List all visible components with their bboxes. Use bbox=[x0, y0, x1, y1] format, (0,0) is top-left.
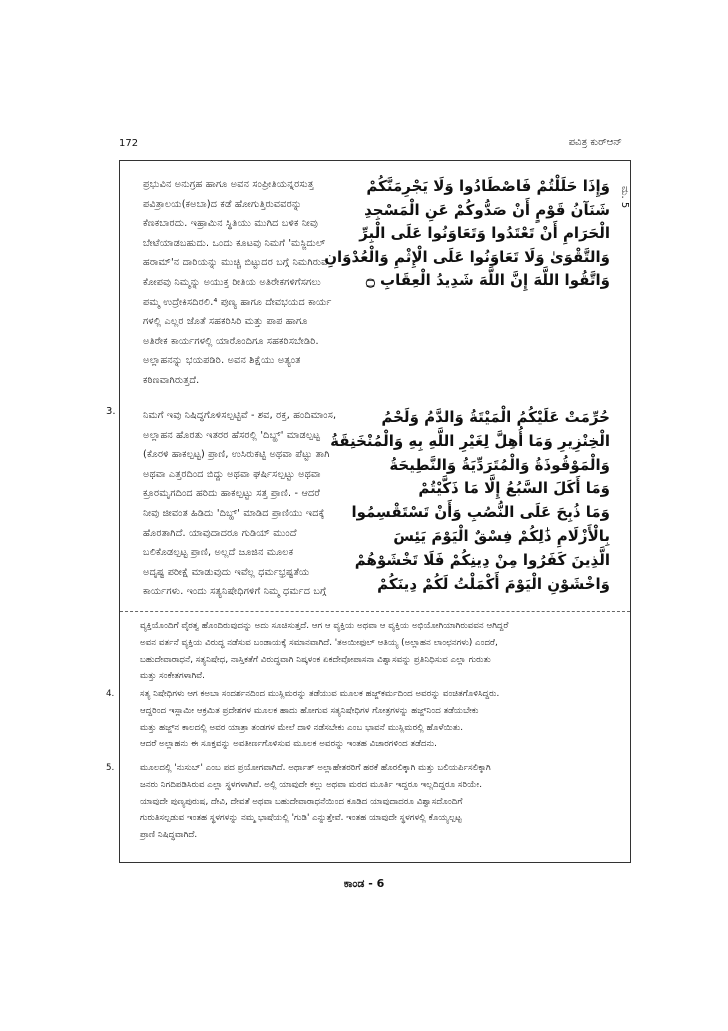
arabic-line: حُرِّمَتْ عَلَيْكُمُ الْمَيْتَةُ وَالدَّمُ وَلَحْمُ bbox=[381, 408, 610, 426]
arabic-line: الَّذِينَ كَفَرُوا مِنْ دِينِكُمْ فَلَا تَخْشَوْهُمْ bbox=[354, 550, 610, 569]
arabic-line: شَنَآنُ قَوْمٍ أَنْ صَدُّوكُمْ عَنِ الْمَسْجِدِ bbox=[364, 200, 610, 219]
footnote-text bbox=[140, 760, 630, 844]
text-line: ಹೊರತಾಗಿದೆ. ಯಾವುದಾದರೂ ಗುಡಿಯ್ ಮುಂದೆ bbox=[143, 527, 297, 539]
text-line: ಕೋಪವು ನಿಮ್ಮನ್ನು ಅಯುಕ್ತ ರೀತಿಯ ಅತಿರೇಕಗಳಿಗೆಸಗಲು bbox=[143, 276, 321, 288]
arabic-line: الْحَرَامِ أَنْ تَعْتَدُوا وَتَعَاوَنُوا عَلَى الْبِرِّ bbox=[359, 224, 610, 242]
text-line: ಪವಿತ್ರಾಲಯ(ಕಅಬಾ)ದ ಕಡೆ ಹೋಗುತ್ತಿರುವವರನ್ನು bbox=[143, 198, 302, 210]
arabic-line: وَالْمَوْقُوذَةُ وَالْمُتَرَدِّيَةُ وَالنَّطِيحَةُ bbox=[389, 455, 610, 474]
text-line: ಅಲ್ಲಾಹನ ಹೊರತು ಇತರರ ಹೆಸರಲ್ಲಿ 'ದಿಬ್ಹ್' ಮಾಡಲ್ಪಟ್ಟ bbox=[143, 429, 321, 441]
text-frame bbox=[106, 160, 631, 863]
margin-note: ಮ. 5 bbox=[619, 186, 630, 209]
footnote-line: ಮತ್ತು ಸಂಕೇತಗಳಾಗಿವೆ. bbox=[140, 671, 205, 682]
text-line: ಕೆಣಕಬಾರದು. ಇಹ್ರಾಮಿನ ಸ್ಥಿತಿಯು ಮುಗಿದ ಬಳಿಕ ನೀವು bbox=[143, 218, 319, 230]
footnote-line: ಮತ್ತು ಹಜ್ಜ್‌ನ ಕಾಲದಲ್ಲಿ ಅವರ ಯಾತ್ರಾ ತಂಡಗಳ ಮೇಲೆ ದಾಳಿ ನಡೆಸಬೇಕು ಎಂಬ ಭಾವನೆ ಮುಸ್ಲಿಮರಲ್ಲಿ ಹೊಳೆಯಿತು. bbox=[140, 722, 463, 733]
text-line: ಅಥವಾ ಎತ್ತರದಿಂದ ಬಿದ್ದು ಅಥವಾ ಘರ್ಷಿಸಲ್ಪಟ್ಟು ಅಥವಾ bbox=[143, 468, 321, 480]
text-line: ಅಲ್ಲಾಹನನ್ನು ಭಯಪಡಿರಿ. ಅವನ ಶಿಕ್ಷೆಯು ಅತ್ಯಂತ bbox=[143, 355, 301, 367]
footnote-line: ಯಾವುದೇ ಪುಣ್ಯಪುರುಷ, ದೇವಿ, ದೇವತೆ ಅಥವಾ ಬಹುದೇವಾರಾಧನೆಯಿಂದ ಕೂಡಿದ ಯಾವುದಾದರೂ ವಿಶ್ವಾಸದೊಂದಿಗೆ bbox=[140, 796, 463, 807]
arabic-line: وَمَا ذُبِحَ عَلَى النُّصُبِ وَأَنْ تَسْتَقْسِمُوا bbox=[351, 503, 610, 522]
footnote-line: ಜನರು ನಿಗದಿಪಡಿಸಿರುವ ಎಲ್ಲಾ ಸ್ಥಳಗಳಾಗಿವೆ. ಅಲ್ಲಿ ಯಾವುದೇ ಕಲ್ಲು ಅಥವಾ ಮರದ ಮೂರ್ತಿ ಇದ್ದರೂ ಇಲ್ಲದಿದ್ದರೂ ಸರಿಯೇ. bbox=[140, 779, 483, 790]
verse-arabic bbox=[330, 406, 610, 596]
arabic-line: وَإِذَا حَلَلْتُمْ فَاصْطَادُوا وَلَا يَجْرِمَنَّكُمْ bbox=[366, 177, 610, 195]
text-line: ಬಲಿಕೊಡಲ್ಪಟ್ಟ ಪ್ರಾಣಿ, ಅಲ್ಲದೆ ಜೂಜಿನ ಮೂಲಕ bbox=[143, 547, 294, 559]
text-line: ಅತಿರೇಕ ಕಾರ್ಯಗಳಲ್ಲಿ ಯಾರೊಂದಿಗೂ ಸಹಕರಿಸಬೇಡಿರಿ. bbox=[143, 335, 319, 347]
text-line: (ಕೊರಳಿ ಹಾಕಲ್ಪಟ್ಟ) ಪ್ರಾಣಿ, ಉಸಿರುಕಟ್ಟಿ ಅಥವಾ ಪೆಟ್ಟು ತಾಗಿ bbox=[143, 449, 330, 461]
arabic-line: وَمَا أَكَلَ السَّبُعُ إِلَّا مَا ذَكَّيْتُمْ bbox=[418, 479, 610, 498]
arabic-line: بِالْأَزْلَامِ ذَٰلِكُمْ فِسْقٌ الْيَوْمَ يَئِسَ bbox=[393, 526, 610, 545]
text-line: ಕಾರ್ಯಗಳು. ಇಂದು ಸತ್ಯನಿಷೇಧಿಗಳಿಗೆ ನಿಮ್ಮ ಧರ್ಮದ ಬಗ್ಗೆ bbox=[143, 586, 327, 598]
text-line: ಬೇಟೆಯಾಡಬಹುದು. ಒಂದು ಕೂಟವು ನಿಮಗೆ 'ಮಸ್ಜಿದುಲ್ bbox=[143, 237, 326, 249]
footnote-text bbox=[140, 618, 630, 685]
text-line: ಹರಾಮ್'ನ ದಾರಿಯನ್ನು ಮುಚ್ಚಿ ಬಿಟ್ಟುದರ ಬಗ್ಗೆ ನಿಮಗಿರುವ bbox=[143, 257, 328, 269]
footnote-line: ಅವನ ವರ್ತನೆ ವ್ಯಕ್ತಿಯ ವಿರುದ್ಧ ನಡೆಸುವ ಬಂಡಾಯಕ್ಕೆ ಸಮಾನವಾಗಿದೆ. 'ತಅಯೀಫುಲ್ ಆತಿಯ್ಯ (ಅಲ್ಲಾಹನ ಲಾಂಛನಗಳು) ಎಂದರೆ, bbox=[140, 637, 498, 648]
text-line: ಗಳಲ್ಲಿ ಎಲ್ಲರ ಜೊತೆ ಸಹಕರಿಸಿರಿ ಮತ್ತು ಪಾಪ ಹಾಗೂ bbox=[143, 316, 308, 328]
page-number: 172 bbox=[119, 138, 139, 149]
footnote-line: ಪ್ರಾಣಿ ನಿಷಿದ್ಧವಾಗಿದೆ. bbox=[140, 830, 198, 841]
arabic-line: الْخِنْزِيرِ وَمَا أُهِلَّ لِغَيْرِ اللَّهِ بِهِ وَالْمُنْخَنِقَةُ bbox=[330, 431, 610, 450]
verse-arabic bbox=[324, 175, 610, 293]
footnote-line: ಆದ್ದರಿಂದ ಇಸ್ಲಾಮೀ ಆಕ್ರಮಿತ ಪ್ರದೇಶಗಳ ಮೂಲಕ ಹಾದು ಹೋಗುವ ಸತ್ಯನಿಷೇಧಿಗಳ ಗೋತ್ರಗಳನ್ನು ಹಜ್ಜ್‌ನಿಂದ ತಡೆಯಬೇಕು bbox=[140, 705, 479, 716]
footnote-line: ಗುರುತಿಸಲ್ಪಡುವ ಇಂತಹ ಸ್ಥಳಗಳನ್ನು ನಮ್ಮ ಭಾಷೆಯಲ್ಲಿ 'ಗುಡಿ' ಎನ್ನುತ್ತೇವೆ. ಇಂತಹ ಯಾವುದೇ ಸ್ಥಳಗಳಲ್ಲಿ ಕೊಯ್ಯಲ್ಪಟ್ಟ bbox=[140, 813, 462, 824]
footnote-line: ಆದರೆ ಅಲ್ಲಾಹನು ಈ ಸೂಕ್ತವನ್ನು ಅವತೀರ್ಣಗೊಳಿಸುವ ಮೂಲಕ ಅವರನ್ನು ಇಂತಹ ವಿಚಾರಗಳಿಂದ ತಡೆದನು. bbox=[140, 739, 437, 750]
footnote-line: ಬಹುದೇವಾರಾಧನೆ, ಸತ್ಯನಿಷೇಧ, ನಾಸ್ತಿಕತೆಗೆ ವಿರುದ್ಧವಾಗಿ ನಿಷ್ಕಳಂಕ ಏಕದೇವೋಪಾಸನಾ ವಿಶ್ವಾಸವನ್ನು ಪ್ರತಿನಿಧಿಸುವ ಎಲ್ಲಾ ಗುರುತು bbox=[140, 654, 491, 665]
arabic-line: وَاخْشَوْنِ الْيَوْمَ أَكْمَلْتُ لَكُمْ دِينَكُمْ bbox=[377, 574, 610, 593]
footnote-line: ವ್ಯಕ್ತಿಯೊಂದಿಗೆ ವೈರತ್ವ ಹೊಂದಿರುವುದನ್ನು ಅದು ಸೂಚಿಸುತ್ತದೆ. ಆಗ ಆ ವ್ಯಕ್ತಿಯ ಅಥವಾ ಆ ವ್ಯಕ್ತಿಯ ಅಭಿಯೋಗಿಯಾಗಿರುವವನ ಆಗಿದ್ದರೆ bbox=[140, 621, 509, 631]
running-title: ಪವಿತ್ರ ಕುರ್‌ಆನ್ bbox=[568, 137, 622, 148]
footnote-divider bbox=[120, 611, 630, 612]
text-line: ಕ್ರೂರಮೃಗದಿಂದ ಹರಿದು ಹಾಕಲ್ಪಟ್ಟು ಸತ್ತ ಪ್ರಾಣಿ. - ಆದರೆ bbox=[143, 488, 321, 500]
text-line: ನಿಮಗೆ ಇವು ನಿಷಿದ್ಧಗೊಳಿಸಲ್ಪಟ್ಟಿವೆ - ಶವ, ರಕ್ತ, ಹಂದಿಮಾಂಸ, bbox=[143, 410, 337, 421]
arabic-line: وَالتَّقْوَىٰ وَلَا تَعَاوَنُوا عَلَى الْإِثْمِ وَالْعُدْوَانِ bbox=[324, 247, 610, 266]
part-label: ಕಾಂಡ - 6 bbox=[343, 877, 385, 890]
footnote-number: 4. bbox=[106, 689, 115, 699]
footnote-line: ಮೂಲದಲ್ಲಿ 'ನುಸುಬ್' ಎಂಬ ಪದ ಪ್ರಯೋಗವಾಗಿದೆ. ಅರ್ಥಾತ್ ಅಲ್ಲಾಹೇತರರಿಗೆ ಹರಕೆ ಹೊರಲಿಕ್ಕಾಗಿ ಮತ್ತು ಬಲಿಯರ್ಪಿಸಲಿಕ್ಕಾಗಿ bbox=[140, 763, 491, 773]
text-line: ಕಠಿಣವಾಗಿರುತ್ತದೆ. bbox=[143, 374, 200, 386]
text-line: ಪ್ರಭುವಿನ ಅನುಗ್ರಹ ಹಾಗೂ ಅವನ ಸಂಪ್ರೀತಿಯನ್ನರಸುತ್ತ bbox=[143, 179, 314, 190]
verse-number: 3. bbox=[106, 406, 116, 417]
arabic-line: وَاتَّقُوا اللَّهَ إِنَّ اللَّهَ شَدِيدُ الْعِقَابِ ۝ bbox=[366, 271, 610, 289]
footnote-line: ಸತ್ಯ ನಿಷೇಧಿಗಳು ಆಗ ಕಅಬಾ ಸಂದರ್ಶನದಿಂದ ಮುಸ್ಲಿಮರನ್ನು ತಡೆಯುವ ಮೂಲಕ ಹಜ್ಜ್‌ಕರ್ಮದಿಂದ ಅವರನ್ನು ವಂಚಿತಗೊಳಿಸಿದ್ದರು. bbox=[140, 689, 500, 699]
text-line: ಅದೃಷ್ಟ ಪರೀಕ್ಷೆ ಮಾಡುವುದು ಇವೆಲ್ಲ ಧರ್ಮಭ್ರಷ್ಟತೆಯ bbox=[143, 566, 310, 578]
text-line: ಪಮ್ಮ ಉದ್ರೇಕಿಸದಿರಲಿ.⁴ ಪುಣ್ಯ ಹಾಗೂ ದೇವಭಯದ ಕಾರ್ಯ bbox=[143, 296, 332, 308]
footnote-text bbox=[140, 686, 630, 753]
text-line: ನೀವು ಜೀವಂತ ಹಿಡಿದು 'ದಿಬ್ಹ್' ಮಾಡಿದ ಪ್ರಾಣಿಯು ಇದಕ್ಕೆ bbox=[143, 507, 325, 519]
footnote-number: 5. bbox=[106, 763, 115, 773]
